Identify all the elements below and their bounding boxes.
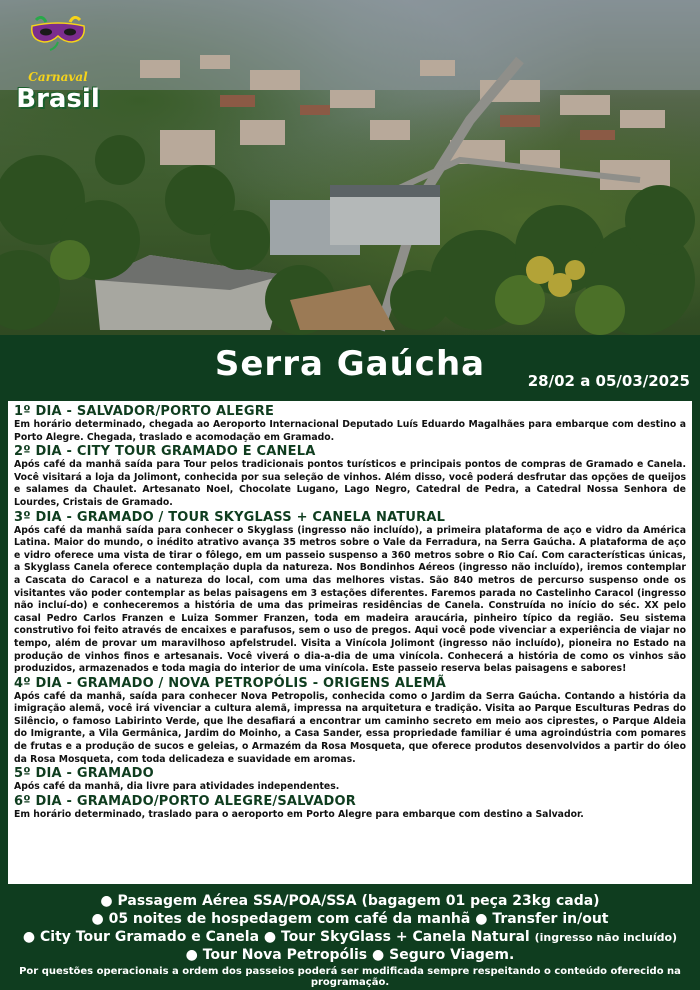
disclaimer-text: Por questões operacionais a ordem dos passeios poderá ser modificada sempre respeitando o conteúdo oferecido na programação. <box>19 966 681 988</box>
day-2-heading: 2º DIA - CITY TOUR GRAMADO E CANELA <box>14 444 316 460</box>
day-4-text: Após café da manhã, saída para conhecer Nova Petropolis, conhecida como o Jardim da Serra Gaúcha. Contando a história da imigração alemã, você irá vivenciar a cultura alemã, impressa na arquitetura e tradição. Visita ao Parque Esculturas Pedras do Silêncio, o famoso Labirinto Verde, que lhe desafiará a encontrar um caminho secreto em meio aos ciprestes, o Parque Aldeia do Imigrante, a Vila Germânica, Jardim do Moinho, a Casa Sander, essa propriedade familiar é uma agroindústria com pomares de frutas e a produção de sucos e geleias, o Armazém da Rosa Mosqueta, que oferece produtos desenvolvidos a partir do óleo da Rosa Mosqueta, com toda delicadeza e suavidade em aromas. <box>14 690 686 765</box>
inclusion-flight: Passagem Aérea SSA/POA/SSA (bagagem 01 peça 23kg cada) <box>117 893 600 909</box>
day-1-text: Em horário determinado, chegada ao Aeroporto Internacional Deputado Luís Eduardo Magalhães para embarque com destino a Porto Alegre. Chegada, traslado e acomodação em Gramado. <box>14 419 686 443</box>
logo-line-brasil: Brasil <box>16 84 100 114</box>
inclusion-skyglass-note: (ingresso não incluído) <box>534 931 678 944</box>
bullet-icon: ● <box>91 911 104 927</box>
day-1-heading: 1º DIA - SALVADOR/PORTO ALEGRE <box>14 404 275 419</box>
day-5-text: Após café da manhã, dia livre para atividades independentes. <box>14 781 340 793</box>
day-5-heading: 5º DIA - GRAMADO <box>14 766 154 782</box>
carnaval-brasil-logo <box>8 8 108 118</box>
inclusion-line-2 <box>0 911 700 927</box>
inclusion-city-tour: City Tour Gramado e Canela <box>40 929 260 945</box>
day-3-text: Após café da manhã saída para conhecer o Skyglass (ingresso não incluído), a primeira plataforma de aço e vidro da América Latina. Maior do mundo, o inédito atrativo avança 35 metros sobre o Vale da Ferradura, na Serra Gaúcha. A plataforma de aço e vidro oferece uma vista de tirar o fôlego, em um passeio suspenso a 360 metros sobre o Rio Caí. Com características únicas, a Skyglass Canela oferece contemplação dupla da natureza. Nos Bondinhos Aéreos (ingresso não incluído), iremos contemplar a Cascata do Caracol e a natureza do local, com uma das melhores vistas. São 840 metros de percurso suspenso onde os visitantes vão poder contemplar as belas paisagens em 3 estações diferentes. Faremos parada no Castelinho Caracol (ingresso não incluí-do) e conheceremos a história de uma das primeiras residências de Canela. Construída no início do séc. XX pelo casal Pedro Carlos Franzen e Luiza Sommer Franzen, toda em madeira araucária, pinheiro típico da região. Seu sistema construtivo foi feito através de encaixes e parafusos, sem o uso de pregos. Aqui você pode vivenciar a experiência de viajar no tempo, além de provar um maravilhoso apfelstrudel. Visita a Vinícola Jolimont (ingresso não incluído), pioneira no Estado na produção de vinhos finos e artesanais. Você viverá o dia-a-dia de uma vinícola. Conhecerá a história de como os vinhos são produzidos, armazenados e toda magia do interior de uma vinícola. Este passeio reserva belas paisagens e sabores! <box>14 524 686 675</box>
inclusion-insurance: Seguro Viagem. <box>389 947 515 963</box>
bullet-icon: ● <box>372 947 385 963</box>
bullet-icon: ● <box>22 929 36 945</box>
inclusion-line-3 <box>0 929 700 945</box>
inclusion-transfer: Transfer in/out <box>492 911 609 927</box>
page-title: Serra Gaúcha <box>214 344 486 384</box>
inclusion-hotel: 05 noites de hospedagem com café da manhã <box>108 911 471 927</box>
bullet-icon: ● <box>263 929 277 945</box>
itinerary-panel <box>6 399 694 886</box>
inclusion-nova-petropolis: Tour Nova Petropólis <box>202 947 368 963</box>
bullet-icon: ● <box>475 911 488 927</box>
day-6-text: Em horário determinado, traslado para o aeroporto em Porto Alegre para embarque com destino a Salvador. <box>14 808 584 820</box>
logo-line-carnaval: Carnaval <box>28 70 88 84</box>
day-3-heading: 3º DIA - GRAMADO / TOUR SKYGLASS + CANELA NATURAL <box>14 509 446 525</box>
carnival-mask-icon <box>28 16 88 52</box>
inclusion-skyglass: Tour SkyGlass + Canela Natural <box>281 929 530 945</box>
hero-aerial-photo <box>0 0 700 335</box>
inclusion-line-4 <box>0 947 700 963</box>
bullet-icon: ● <box>100 893 113 909</box>
bullet-icon: ● <box>185 947 198 963</box>
day-2-text: Após café da manhã saída para Tour pelos tradicionais pontos turísticos e principais pontos de compras de Gramado e Canela. Você visitará a loja da Jolimont, conhecida por sua seleção de vinhos. Além disso, você poderá desfrutar das opções de queijos e salames da Chaulet. Artesanato Noel, Chocolate Lugano, Lago Negro, Catedral de Pedra, a Catedral Nossa Senhora de Lourdes, Cristais de Gramado. <box>14 459 686 508</box>
inclusion-line-1 <box>0 893 700 909</box>
travel-dates: 28/02 a 05/03/2025 <box>527 372 690 390</box>
day-6-heading: 6º DIA - GRAMADO/PORTO ALEGRE/SALVADOR <box>14 793 356 809</box>
day-4-heading: 4º DIA - GRAMADO / NOVA PETROPÓLIS - ORIGENS ALEMÃ <box>14 675 447 691</box>
